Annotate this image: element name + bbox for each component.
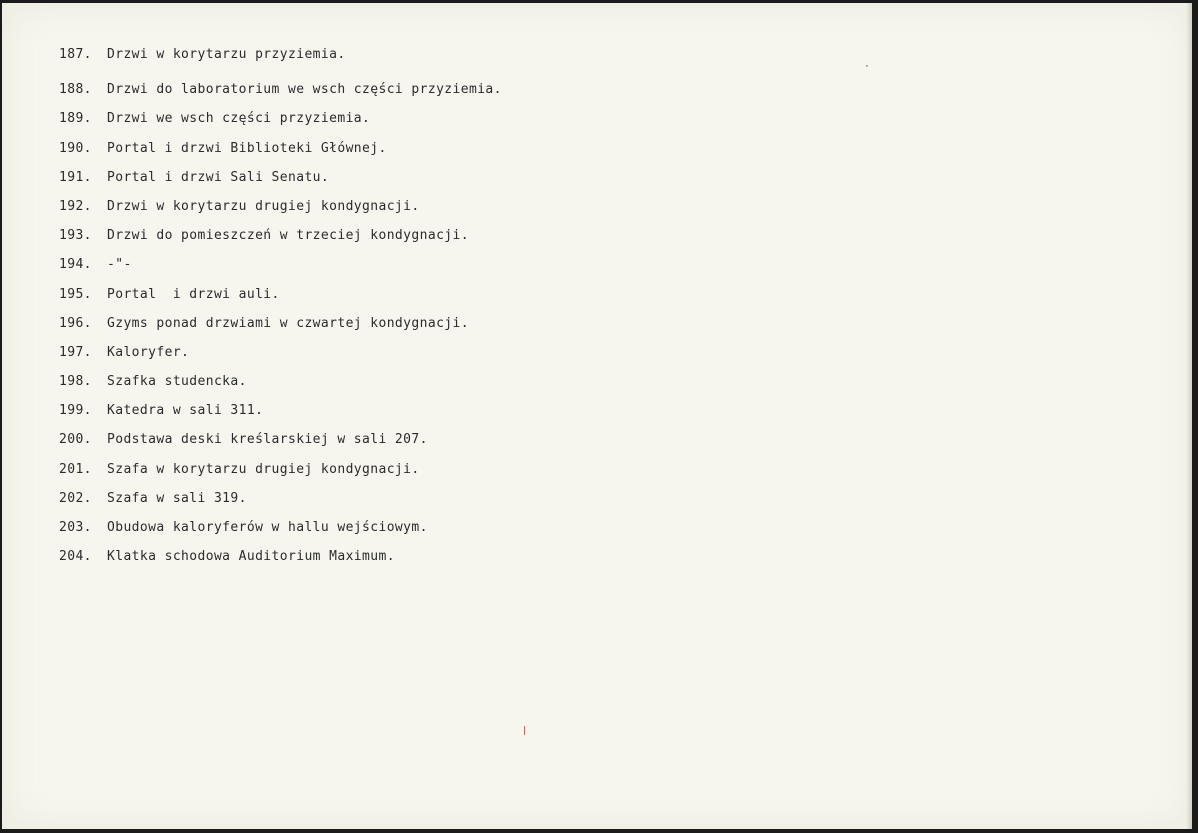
list-item: [59, 163, 502, 192]
list-item: [59, 221, 502, 250]
item-number: 203.: [59, 520, 92, 535]
typewritten-page: [2, 3, 1192, 829]
item-text: Drzwi do laboratorium we wsch części przyziemia.: [107, 82, 502, 98]
list-item: [59, 134, 502, 163]
list-item: [59, 425, 502, 454]
item-text: Klatka schodowa Auditorium Maximum.: [107, 549, 395, 565]
list-item: [59, 542, 502, 571]
item-text: Obudowa kaloryferów w hallu wejściowym.: [107, 520, 428, 535]
item-text: Szafka studencka.: [107, 374, 247, 390]
item-number: 200.: [59, 432, 92, 448]
pencil-mark: [524, 726, 525, 735]
list-item: [59, 396, 502, 425]
list-item: [59, 75, 502, 104]
item-text: Katedra w sali 311.: [107, 403, 264, 419]
item-number: 204.: [59, 549, 92, 565]
item-number: 190.: [59, 140, 92, 156]
item-number: 193.: [59, 228, 92, 244]
item-text: Drzwi do pomieszczeń w trzeciej kondygnacji.: [107, 228, 469, 244]
list-item: [59, 104, 502, 133]
item-number: 197.: [59, 344, 92, 360]
item-text: Szafa w sali 319.: [107, 490, 247, 506]
list-item: [59, 455, 502, 484]
item-number: 201.: [59, 461, 92, 477]
list-item: [59, 484, 502, 513]
item-number: 187.: [59, 47, 92, 62]
item-text: Szafa w korytarzu drugiej kondygnacji.: [107, 461, 420, 477]
list-item: [59, 250, 502, 279]
item-number: 196.: [59, 315, 92, 331]
item-text: Kaloryfer.: [107, 344, 190, 360]
item-number: 194.: [59, 257, 92, 273]
list-item: [59, 513, 502, 542]
list-item: [59, 280, 502, 309]
item-text: Drzwi w korytarzu drugiej kondygnacji.: [107, 198, 420, 214]
item-text: -"-: [107, 257, 132, 273]
item-text: Podstawa deski kreślarskiej w sali 207.: [107, 432, 428, 448]
item-text: Drzwi w korytarzu przyziemia.: [107, 47, 346, 62]
item-text: Drzwi we wsch części przyziemia.: [107, 111, 371, 127]
list-item: [59, 338, 502, 367]
list-item: [59, 309, 502, 338]
item-number: 199.: [59, 403, 92, 419]
item-text: Portal i drzwi Biblioteki Głównej.: [107, 140, 387, 156]
list-item: [59, 192, 502, 221]
item-text: Portal i drzwi auli.: [107, 286, 280, 302]
item-list: [59, 40, 502, 571]
item-number: 188.: [59, 82, 92, 98]
list-item: [59, 367, 502, 396]
paper-speck: [866, 65, 868, 67]
item-number: 202.: [59, 490, 92, 506]
item-number: 192.: [59, 198, 92, 214]
item-number: 198.: [59, 374, 92, 390]
list-item: [59, 40, 502, 69]
item-number: 191.: [59, 169, 92, 185]
item-text: Portal i drzwi Sali Senatu.: [107, 169, 330, 185]
item-number: 189.: [59, 111, 92, 127]
item-text: Gzyms ponad drzwiami w czwartej kondygnacji.: [107, 315, 469, 331]
item-number: 195.: [59, 286, 92, 302]
